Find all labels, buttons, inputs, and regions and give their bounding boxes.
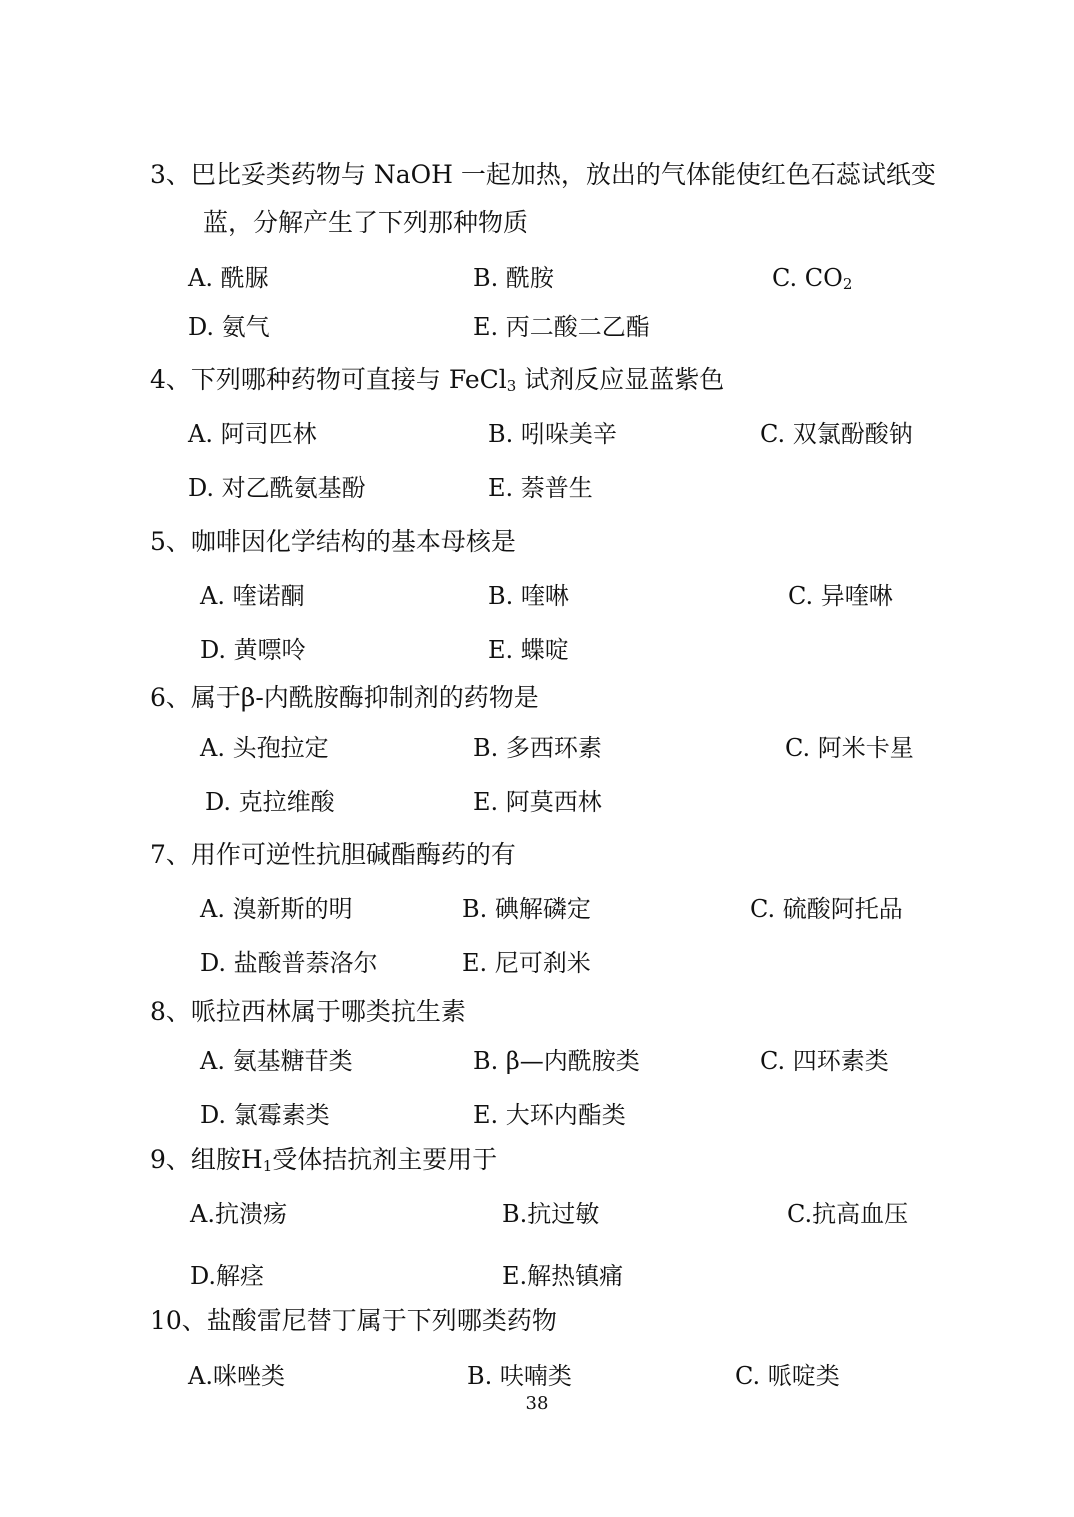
question-4-stem-subscript: 3 [506, 377, 517, 395]
page-number: 38 [525, 1393, 549, 1414]
question-4-option-d: D. 对乙酰氨基酚 [188, 474, 366, 502]
question-7-option-b: B. 碘解磷定 [462, 895, 591, 923]
question-3-option-d: D. 氨气 [188, 313, 270, 341]
question-6-option-b: B. 多西环素 [473, 734, 602, 762]
question-10-option-b: B. 呋喃类 [467, 1362, 572, 1390]
question-4-option-e: E. 萘普生 [488, 474, 593, 502]
question-9-stem-subscript: 1 [262, 1157, 273, 1175]
question-9-option-d: D.解痉 [190, 1262, 265, 1290]
question-7-option-a: A. 溴新斯的明 [200, 895, 353, 923]
question-3-stem-line-1: 3、巴比妥类药物与 NaOH 一起加热，放出的气体能使红色石蕊试纸变 [150, 160, 936, 189]
question-5-option-b: B. 喹啉 [488, 582, 569, 610]
question-9-option-e: E.解热镇痛 [502, 1262, 624, 1290]
question-6-stem: 6、属于β-内酰胺酶抑制剂的药物是 [150, 683, 539, 712]
question-5-option-d: D. 黄嘌呤 [200, 636, 306, 664]
question-8-option-d: D. 氯霉素类 [200, 1101, 330, 1129]
question-10-stem: 10、盐酸雷尼替丁属于下列哪类药物 [150, 1306, 557, 1335]
question-3-option-c: C. $CO_2$ [772, 264, 853, 293]
question-8-option-e: E. 大环内酯类 [473, 1101, 626, 1129]
question-5-option-e: E. 蝶啶 [488, 636, 569, 664]
question-3-option-a: A. 酰脲 [188, 264, 269, 292]
question-7-option-e: E. 尼可刹米 [462, 949, 591, 977]
question-10-option-a: A.咪唑类 [188, 1362, 285, 1390]
question-5-option-a: A. 喹诺酮 [200, 582, 305, 610]
question-4-option-c: C. 双氯酚酸钠 [760, 420, 913, 448]
question-8-option-b: B. β—内酰胺类 [473, 1047, 640, 1075]
question-9-option-c: C.抗高血压 [787, 1200, 909, 1228]
question-6-option-c: C. 阿米卡星 [785, 734, 914, 762]
question-6-option-d: D. 克拉维酸 [205, 788, 335, 816]
question-3-option-e: E. 丙二酸二乙酯 [473, 313, 650, 341]
question-6-option-e: E. 阿莫西林 [473, 788, 602, 816]
question-9-option-b: B.抗过敏 [502, 1200, 600, 1228]
question-8-option-c: C. 四环素类 [760, 1047, 889, 1075]
question-3-option-c-subscript: 2 [842, 275, 853, 293]
question-6-option-a: A. 头孢拉定 [200, 734, 329, 762]
question-4-option-a: A. 阿司匹林 [188, 420, 317, 448]
question-4-stem: 4、下列哪种药物可直接与 FeCl$_3$ 试剂反应显蓝紫色 [150, 365, 725, 395]
question-7-option-d: D. 盐酸普萘洛尔 [200, 949, 378, 977]
question-3-stem-line-2: 蓝，分解产生了下列那种物质 [203, 208, 529, 237]
question-8-stem: 8、哌拉西林属于哪类抗生素 [150, 997, 466, 1026]
question-8-option-a: A. 氨基糖苷类 [200, 1047, 353, 1075]
question-7-option-c: C. 硫酸阿托品 [750, 895, 903, 923]
question-9-stem: 9、组胺$H_1$受体拮抗剂主要用于 [150, 1145, 498, 1175]
question-4-option-b: B. 吲哚美辛 [488, 420, 617, 448]
question-3-option-b: B. 酰胺 [473, 264, 554, 292]
question-7-stem: 7、用作可逆性抗胆碱酯酶药的有 [150, 840, 516, 869]
question-10-option-c: C. 哌啶类 [735, 1362, 840, 1390]
question-9-option-a: A.抗溃疡 [190, 1200, 287, 1228]
question-5-option-c: C. 异喹啉 [788, 582, 893, 610]
question-5-stem: 5、咖啡因化学结构的基本母核是 [150, 527, 516, 556]
